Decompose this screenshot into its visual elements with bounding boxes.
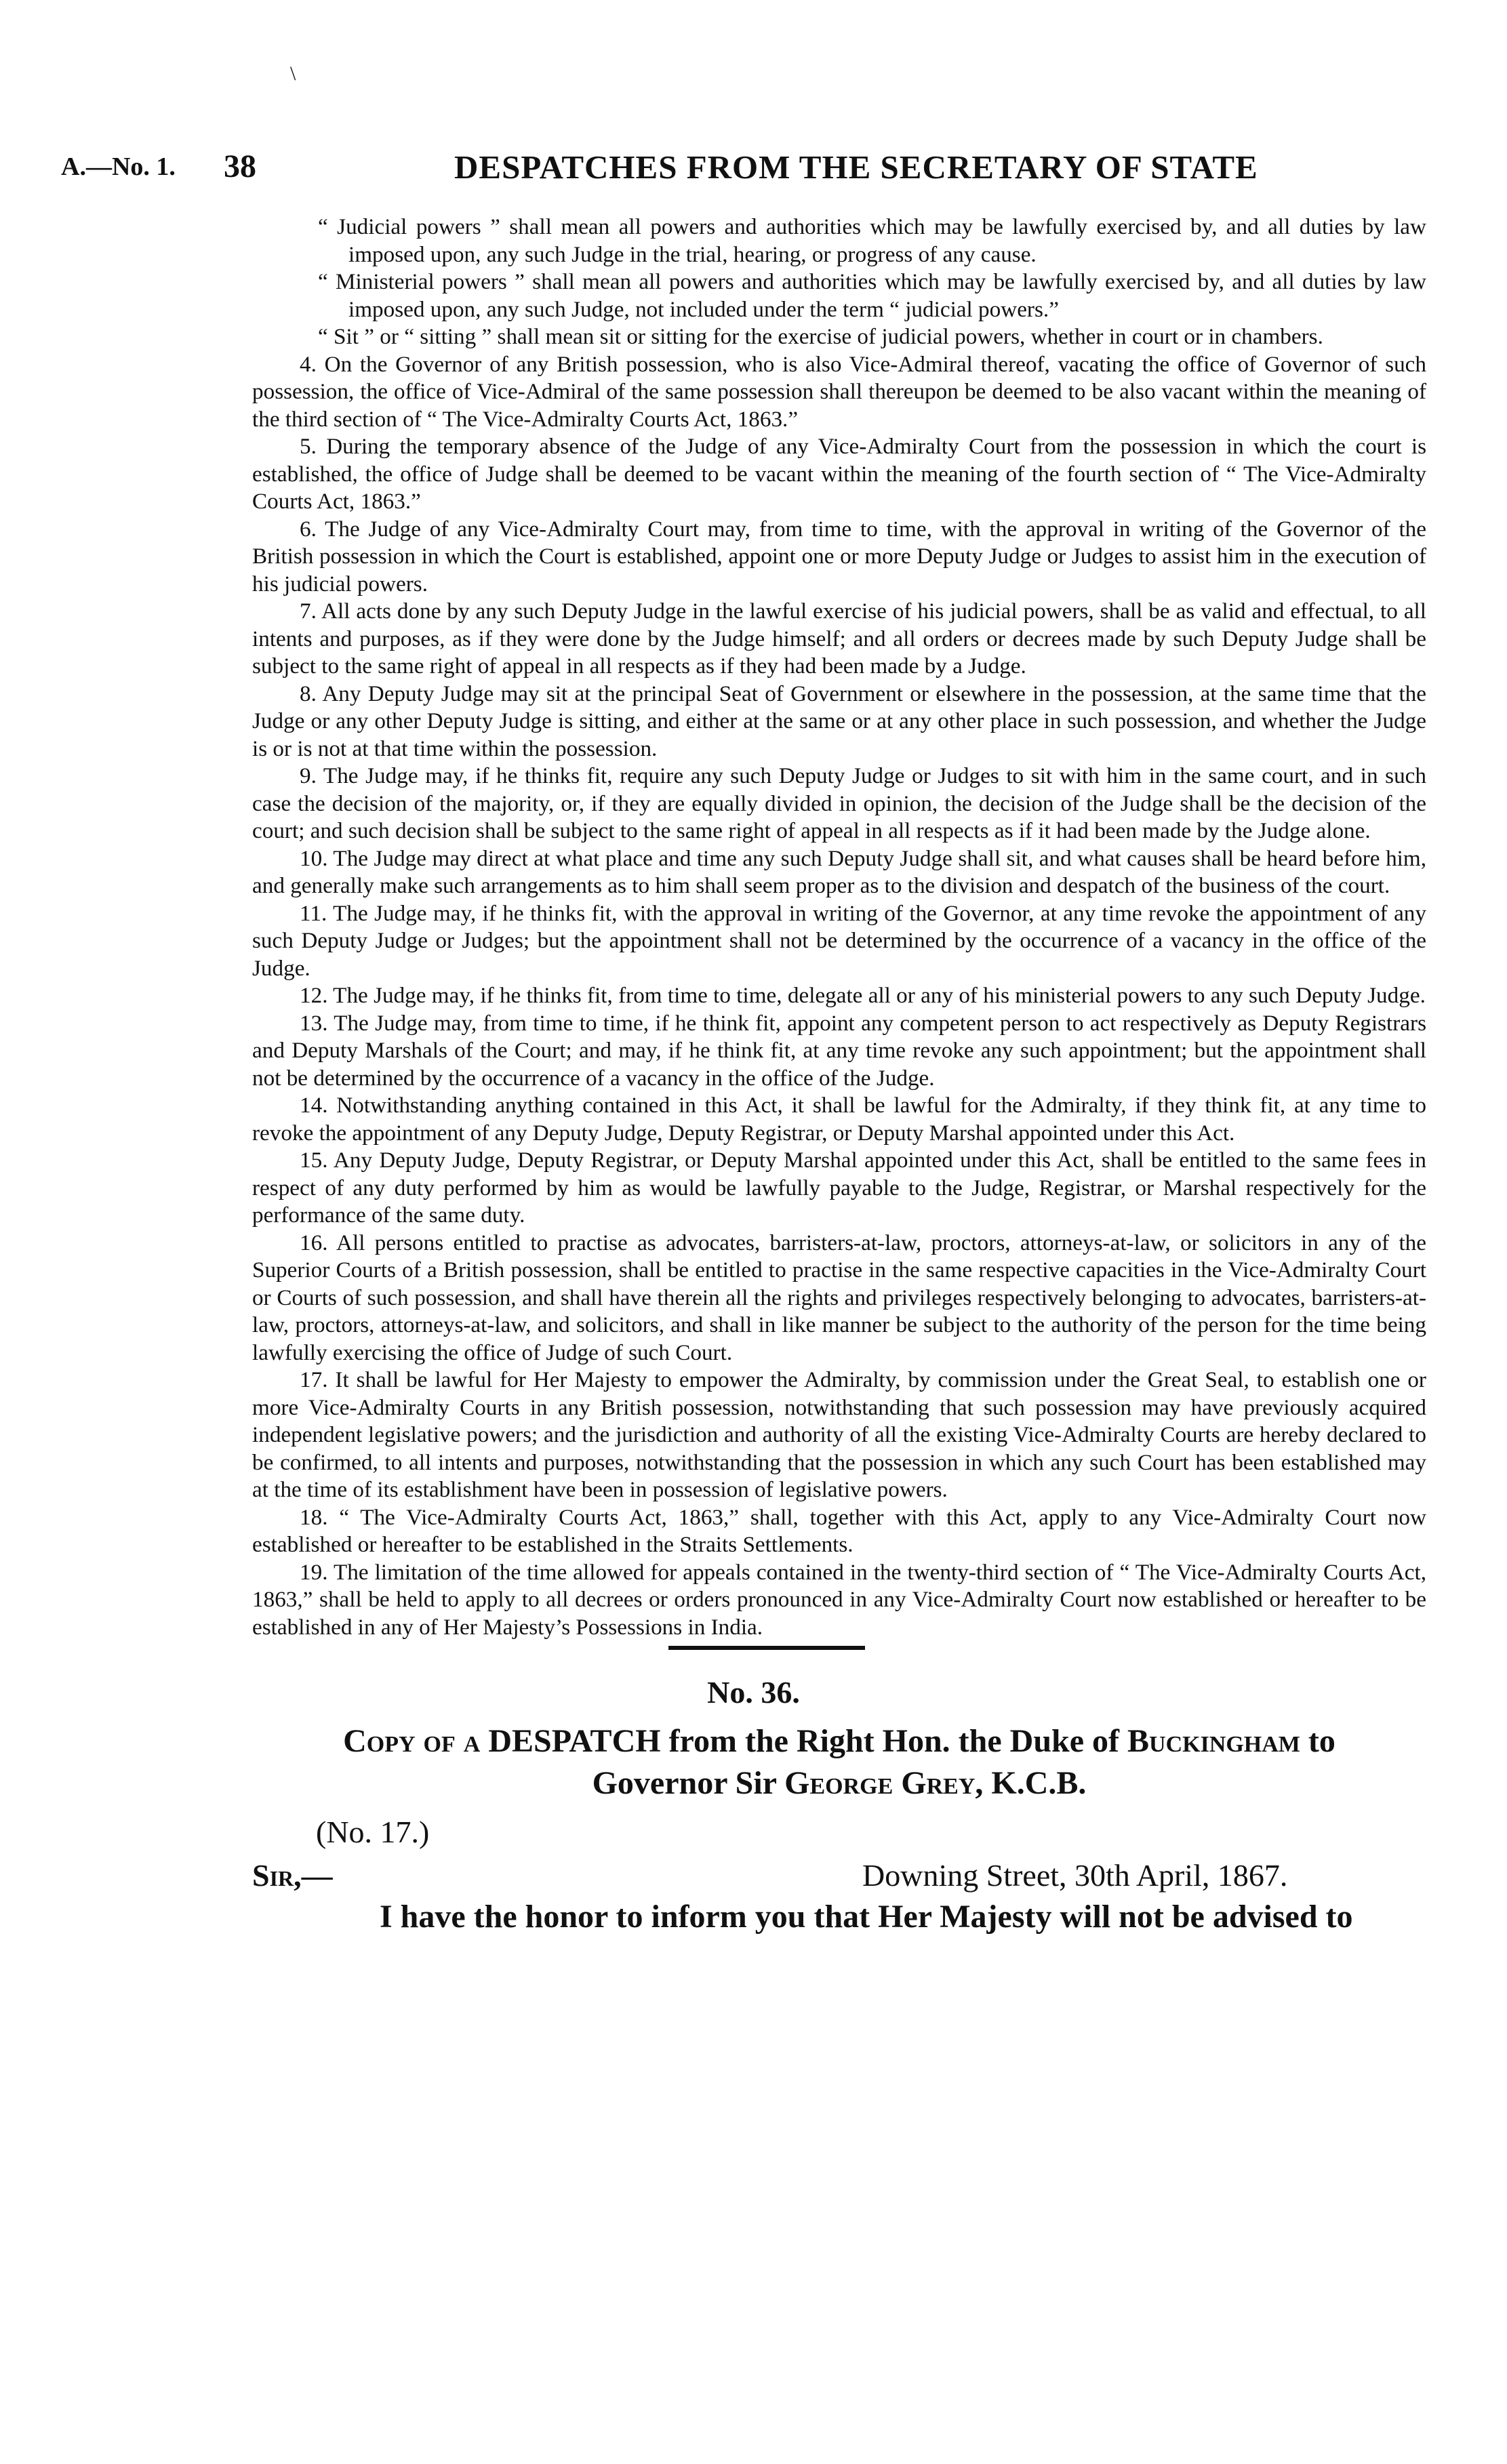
section-12: 12. The Judge may, if he thinks fit, from time to time, delegate all or any of his ministerial powers to any such Deputy Judge.: [300, 983, 1426, 1008]
section-18: 18. “ The Vice-Admiralty Courts Act, 1863,” shall, together with this Act, apply to any Vice-Admiralty Court now established or hereafter to be established in the Straits Settlements.: [252, 1504, 1426, 1557]
salutation: Sir,—: [252, 1858, 333, 1893]
duke-of-label: the Duke of: [958, 1723, 1119, 1759]
recipient-name: George Grey: [784, 1765, 976, 1801]
section-9: 9. The Judge may, if he thinks fit, require any such Deputy Judge or Judges to sit with him in the same court, and in such case the decision of the majority, or, if they are equally divided in opinion, the decision of the Judge shall be the decision of the court; and such decision shall be subject to the same right of appeal in all respects as if it had been made by the Judge alone.: [252, 763, 1426, 843]
section-divider: [668, 1646, 865, 1650]
despatch-word: DESPATCH: [488, 1723, 661, 1759]
running-title: DESPATCHES FROM THE SECRETARY OF STATE: [454, 148, 1258, 186]
section-14: 14. Notwithstanding anything contained in this Act, it shall be lawful for the Admiralty, if they think fit, at any time to revoke the appointment of any Deputy Judge, Deputy Registrar, or Deputy Marshal appointed under this Act.: [252, 1093, 1426, 1146]
definition-judicial-powers: “ Judicial powers ” shall mean all powers and authorities which may be lawfully exercised by, and all duties by law imposed upon, any such Judge in the trial, hearing, or progress of any cause.: [318, 214, 1426, 267]
section-7: 7. All acts done by any such Deputy Judge in the lawful exercise of his judicial powers, shall be as valid and effectual, to all intents and purposes, as if they were done by the Judge himself; and all orders or decrees made by such Deputy Judge shall be subject to the same right of appeal in all respects as if they had been made by a Judge.: [252, 599, 1426, 679]
section-6: 6. The Judge of any Vice-Admiralty Court may, from time to time, with the approval in writing of the Governor of the British possession in which the Court is established, appoint one or more Deputy Judge or Judges to assist him in the execution of his judicial powers.: [252, 516, 1426, 597]
despatch-heading: [252, 1720, 1426, 1804]
despatch-reference: (No. 17.): [316, 1815, 430, 1849]
section-4: 4. On the Governor of any British possession, who is also Vice-Admiral thereof, vacating the office of Governor of such possession, the office of Vice-Admiral of the same possession shall thereupon be deemed to be also vacant within the meaning of the third section of “ The Vice-Admiralty Courts Act, 1863.”: [252, 351, 1426, 432]
section-8: 8. Any Deputy Judge may sit at the principal Seat of Government or elsewhere in the possession, at the same time that the Judge or any other Deputy Judge is sitting, and either at the same or at any other place in such possession, and whether the Judge is or is not at that time within the possession.: [252, 681, 1426, 761]
sender-name: Buckingham: [1127, 1723, 1300, 1759]
page-number: 38: [224, 148, 256, 184]
section-19: 19. The limitation of the time allowed for appeals contained in the twenty-third section of “ The Vice-Admiralty Courts Act, 1863,” shall be held to apply to all decrees or orders pronounced in any Vice-Admiralty Court now established or hereafter to be established in any of Her Majesty’s Possessions in India.: [252, 1559, 1426, 1640]
recipient-honours: , K.C.B.: [975, 1765, 1087, 1801]
section-11: 11. The Judge may, if he thinks fit, with the approval in writing of the Governor, at any time revoke the appointment of any such Deputy Judge or Judges; but the appointment shall not be determined by the occurrence of a vacancy in the office of the Judge.: [252, 900, 1426, 981]
definition-ministerial-powers: “ Ministerial powers ” shall mean all powers and authorities which may be lawfully exercised by, and all duties by law imposed upon, any such Judge, not included under the term “ judicial powers.”: [318, 269, 1426, 322]
from-the-label: from the: [668, 1723, 788, 1759]
despatch-opening-line: I have the honor to inform you that Her Majesty will not be advised to: [380, 1899, 1353, 1935]
right-hon-label: Right Hon.: [796, 1723, 950, 1759]
governor-sir-label: Governor Sir: [592, 1765, 777, 1801]
copy-of-label: Copy of a: [343, 1723, 481, 1759]
definition-sit: “ Sit ” or “ sitting ” shall mean sit or sitting for the exercise of judicial powers, whether in court or in chambers.: [318, 324, 1323, 349]
section-13: 13. The Judge may, from time to time, if he think fit, appoint any competent person to act respectively as Deputy Registrars and Deputy Marshals of the Court; and may, if he think fit, at any time revoke any such appointment; but the appointment shall not be determined by the occurrence of a vacancy in the office of the Judge.: [252, 1010, 1426, 1091]
section-5: 5. During the temporary absence of the Judge of any Vice-Admiralty Court from the possession in which the court is established, the office of Judge shall be deemed to be vacant within the meaning of the fourth section of “ The Vice-Admiralty Courts Act, 1863.”: [252, 434, 1426, 514]
act-text: [252, 214, 1426, 1641]
document-reference: A.—No. 1.: [61, 153, 176, 181]
section-17: 17. It shall be lawful for Her Majesty to empower the Admiralty, by commission under the Great Seal, to establish one or more Vice-Admiralty Courts in any British possession, notwithstanding that such possession may have previously acquired independent legislative powers; and the jurisdiction and authority of all the existing Vice-Admiralty Courts are hereby declared to be confirmed, to all intents and purposes, notwithstanding that the possession in which any such Court has been established may at the time of its establishment have been in possession of legislative powers.: [252, 1367, 1426, 1502]
section-16: 16. All persons entitled to practise as advocates, barristers-at-law, proctors, attorneys-at-law, or solicitors in any of the Superior Courts of a British possession, shall be entitled to practise in the same respective capacities in the Vice-Admiralty Court or Courts of such possession, and shall have therein all the rights and privileges respectively belonging to advocates, barristers-at-law, proctors, attorneys-at-law, and solicitors, and shall in like manner be subject to the authority of the person for the time being lawfully exercising the office of Judge of such Court.: [252, 1230, 1426, 1365]
despatch-number: No. 36.: [707, 1675, 800, 1710]
to-label: to: [1308, 1723, 1335, 1759]
section-15: 15. Any Deputy Judge, Deputy Registrar, or Deputy Marshal appointed under this Act, shall be entitled to the same fees in respect of any duty performed by him as would be lawfully payable to the Judge, Registrar, or Marshal respectively for the performance of the same duty.: [252, 1148, 1426, 1228]
page-mark: \: [290, 62, 296, 85]
page-header: [54, 148, 1471, 195]
section-10: 10. The Judge may direct at what place and time any such Deputy Judge shall sit, and what causes shall be heard before him, and generally make such arrangements as to him shall seem proper as to the division and despatch of the business of the court.: [252, 845, 1426, 898]
place-and-date: Downing Street, 30th April, 1867.: [862, 1858, 1288, 1893]
